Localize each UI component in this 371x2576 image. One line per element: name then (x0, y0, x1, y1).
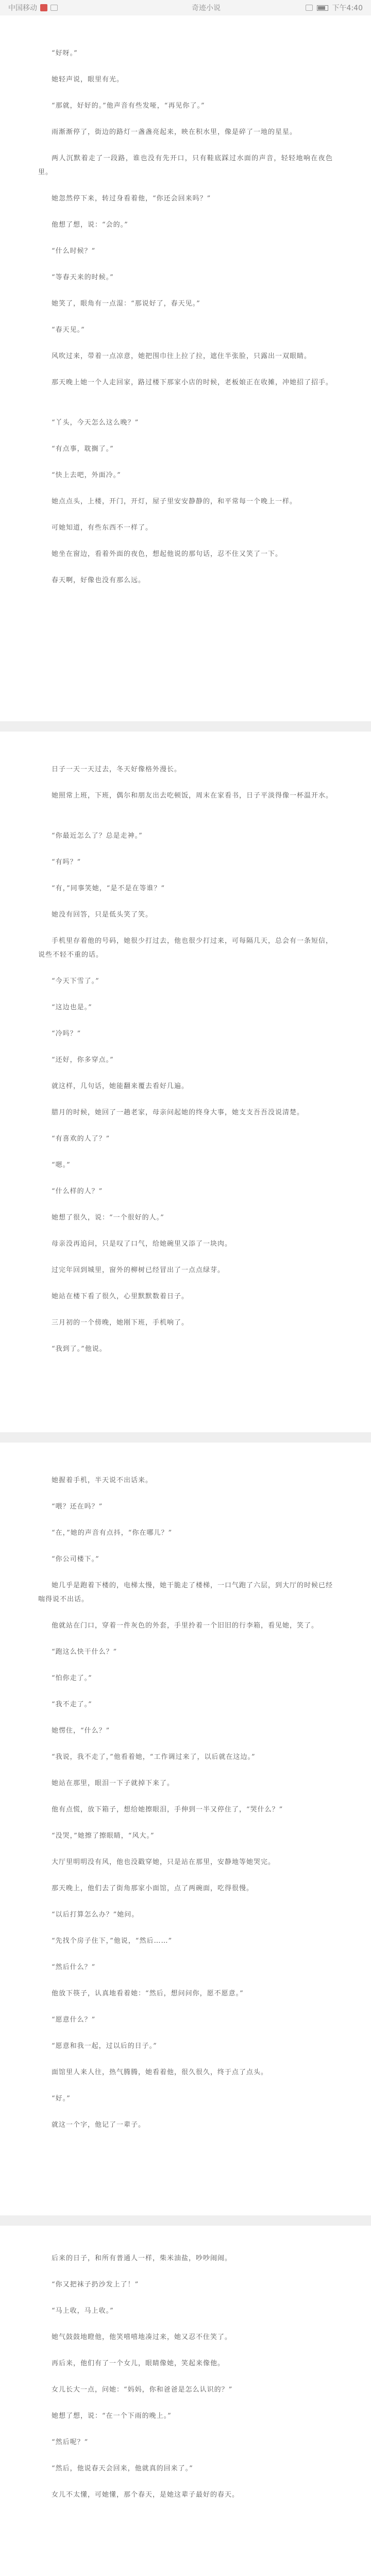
story-paragraph: “好。” (52, 2095, 71, 2103)
story-paragraph: “然后，他说春天会回来，他就真的回来了。” (52, 2465, 193, 2472)
story-paragraph: “好呀。” (52, 49, 78, 57)
story-paragraph: 他就站在门口，穿着一件灰色的外套，手里拎着一个旧旧的行李箱，看见她，笑了。 (52, 1622, 319, 1630)
story-paragraph: 面馆里人来人往，热气腾腾，她看着他，很久很久，终于点了点头。 (52, 2069, 268, 2076)
story-paragraph: 再后来，他们有了一个女儿，眼睛像她，笑起来像他。 (52, 2360, 225, 2367)
story-paragraph: 过完年回到城里，窗外的柳树已经冒出了一点点绿芽。 (52, 1266, 225, 1274)
story-paragraph: 后来的日子，和所有普通人一样，柴米油盐，吵吵闹闹。 (52, 2255, 232, 2262)
story-paragraph: “在，”她的声音有点抖，“你在哪儿？” (52, 1529, 173, 1537)
story-paragraph: 她照常上班，下班，偶尔和朋友出去吃顿饭，周末在家看书，日子平淡得像一杯温开水。 (52, 792, 333, 800)
story-paragraph: “有，”同事笑她，“是不是在等谁？” (52, 885, 165, 892)
story-paragraph: 大厅里明明没有风，他也没戳穿她，只是站在那里，安静地等她哭完。 (52, 1858, 276, 1866)
story-paragraph: 母亲没再追问，只是叹了口气，给她碗里又添了一块肉。 (52, 1240, 232, 1248)
status-left (8, 3, 58, 13)
story-paragraph: “我说，我不走了，”他看着她，“工作调过来了，以后就在这边。” (52, 1753, 256, 1761)
story-paragraph: 她笑了，眼角有一点湿：“那说好了，春天见。” (52, 300, 200, 308)
story-paragraph: “喂？还在吗？” (52, 1503, 103, 1511)
story-paragraph: 女儿长大一点，问她：“妈妈，你和爸爸是怎么认识的？” (52, 2386, 233, 2394)
story-paragraph: 三月初的一个傍晚，她刚下班，手机响了。 (52, 1319, 189, 1327)
story-page-3 (0, 1443, 371, 2215)
story-paragraph: “等春天来的时候。” (52, 274, 114, 281)
story-paragraph: “然后什么？” (52, 1963, 96, 1971)
story-paragraph: “以后打算怎么办？”她问。 (52, 1911, 139, 1919)
page-gap (0, 1432, 371, 1443)
story-paragraph: “你最近怎么了？总是走神。” (52, 832, 143, 840)
story-paragraph: 就这一个字，他记了一辈子。 (52, 2121, 146, 2129)
story-paragraph: 他放下筷子，认真地看着她：“然后，想问问你，愿不愿意。” (52, 1990, 244, 1997)
story-paragraph: 雨渐渐停了，街边的路灯一盏盏亮起来，映在积水里，像是碎了一地的星星。 (52, 128, 297, 136)
story-page-4 (0, 2226, 371, 2576)
story-paragraph: “有点事，耽搁了。” (52, 445, 114, 453)
story-paragraph: “还好，你多穿点。” (52, 1056, 114, 1064)
story-paragraph: “今天下雪了。” (52, 977, 99, 985)
story-paragraph: “有吗？” (52, 858, 81, 866)
story-paragraph: 她坐在窗边，看着外面的夜色，想起他说的那句话，忍不住又笑了一下。 (52, 550, 283, 558)
story-paragraph: “那就，好好的。”他声音有些发哑，“再见你了。” (52, 102, 205, 110)
story-paragraph: 她想了想，说：“在一个下雨的晚上。” (52, 2412, 172, 2420)
message-icon (50, 5, 58, 11)
story-paragraph: “愿意什么？” (52, 2016, 96, 2024)
story-paragraph: “没哭，”她擦了擦眼睛，“风大。” (52, 1832, 155, 1840)
story-paragraph: 她站在那里，眼泪一下子就掉下来了。 (52, 1780, 175, 1787)
story-paragraph: “这边也是。” (52, 1004, 92, 1011)
story-paragraph: 风吹过来，带着一点凉意，她把围巾往上拉了拉，遮住半张脸，只露出一双眼睛。 (52, 352, 312, 360)
story-paragraph: 她站在楼下看了很久，心里默默数着日子。 (52, 1293, 189, 1300)
story-paragraph: “怕你走了。” (52, 1674, 92, 1682)
story-page-1 (0, 15, 371, 721)
clock-text: 下午4:40 (332, 4, 363, 12)
story-paragraph: 就这样，几句话，她能翻来覆去看好几遍。 (52, 1082, 189, 1090)
story-paragraph: “快上去吧，外面冷。” (52, 471, 121, 479)
story-paragraph: 她愣住，“什么？” (52, 1727, 110, 1735)
story-paragraph: 他有点慌，放下箱子，想给她擦眼泪，手伸到一半又停住了，“哭什么？” (52, 1806, 283, 1814)
status-bar (0, 0, 371, 15)
story-paragraph: 可她知道，有些东西不一样了。 (52, 524, 153, 532)
story-paragraph: 他想了想，说：“会的。” (52, 221, 128, 229)
story-paragraph: “跑这么快干什么？” (52, 1648, 117, 1656)
story-paragraph: “什么样的人？” (52, 1188, 103, 1195)
story-paragraph: “我到了。”他说。 (52, 1345, 107, 1353)
story-paragraph: “你公司楼下。” (52, 1555, 99, 1563)
story-paragraph: “丫头，今天怎么这么晚？” (52, 419, 139, 427)
story-paragraph: 她没有回答，只是低头笑了笑。 (52, 911, 153, 919)
story-paragraph: “你又把袜子扔沙发上了！” (52, 2281, 139, 2289)
status-mid (192, 3, 221, 13)
story-paragraph: 她气鼓鼓地瞪他，他笑嘻嘻地凑过来，她又忍不住笑了。 (52, 2333, 232, 2341)
story-paragraph: “然后呢？” (52, 2438, 89, 2446)
page-gap (0, 721, 371, 732)
story-paragraph: 日子一天一天过去，冬天好像格外漫长。 (52, 766, 182, 773)
story-paragraph: “嗯。” (52, 1161, 71, 1169)
story-paragraph: 那天晚上她一个人走回家，路过楼下那家小店的时候，老板娘正在收摊，冲她招了招手。 (52, 379, 333, 386)
app-name-text: 奇迹小说 (192, 4, 221, 12)
story-paragraph: 她想了很久，说：“一个很好的人。” (52, 1214, 164, 1222)
story-paragraph: “愿意和我一起，过以后的日子。” (52, 2042, 157, 2050)
app-notification-icon (40, 4, 47, 11)
story-paragraph: 手机里存着他的号码，她很少打过去，他也很少打过来，可每隔几天，总会有一条短信，说些不轻不重的话。 (38, 937, 333, 959)
battery-icon (317, 5, 328, 11)
story-paragraph: 两人沉默着走了一段路，谁也没有先开口，只有鞋底踩过水面的声音，轻轻地响在夜色里。 (38, 155, 333, 176)
carrier-text: 中国移动 (8, 4, 37, 12)
story-paragraph: 她轻声说，眼里有光。 (52, 76, 124, 83)
story-paragraph: “有喜欢的人了？” (52, 1135, 110, 1143)
story-paragraph: 那天晚上，他们去了街角那家小面馆，点了两碗面，吃得很慢。 (52, 1885, 254, 1892)
story-paragraph: 她忽然停下来，转过身看着他，“你还会回来吗？” (52, 195, 211, 202)
story-paragraph: “冷吗？” (52, 1030, 81, 1038)
page-gap (0, 2215, 371, 2226)
story-page-2 (0, 732, 371, 1432)
wifi-icon (306, 5, 313, 11)
story-paragraph: “马上收，马上收。” (52, 2307, 114, 2315)
story-paragraph: 女儿不太懂，可她懂，那个春天，是她这辈子最好的春天。 (52, 2491, 240, 2499)
story-paragraph: “春天见。” (52, 326, 85, 334)
story-paragraph: 春天啊，好像也没有那么远。 (52, 577, 146, 584)
status-right (306, 3, 363, 13)
story-paragraph: 她几乎是跑着下楼的，电梯太慢，她干脆走了楼梯，一口气跑了六层，到大厅的时候已经喘得说不出话。 (38, 1582, 333, 1603)
story-paragraph: “先找个房子住下，”他说，“然后……” (52, 1937, 173, 1945)
story-paragraph: 她点点头，上楼，开门，开灯，屋子里安安静静的，和平常每一个晚上一样。 (52, 498, 297, 505)
story-paragraph: “我不走了。” (52, 1701, 92, 1708)
story-paragraph: 她握着手机，半天说不出话来。 (52, 1477, 153, 1484)
story-paragraph: “什么时候？” (52, 247, 96, 255)
story-paragraph: 腊月的时候，她回了一趟老家，母亲问起她的终身大事，她支支吾吾没说清楚。 (52, 1109, 305, 1116)
